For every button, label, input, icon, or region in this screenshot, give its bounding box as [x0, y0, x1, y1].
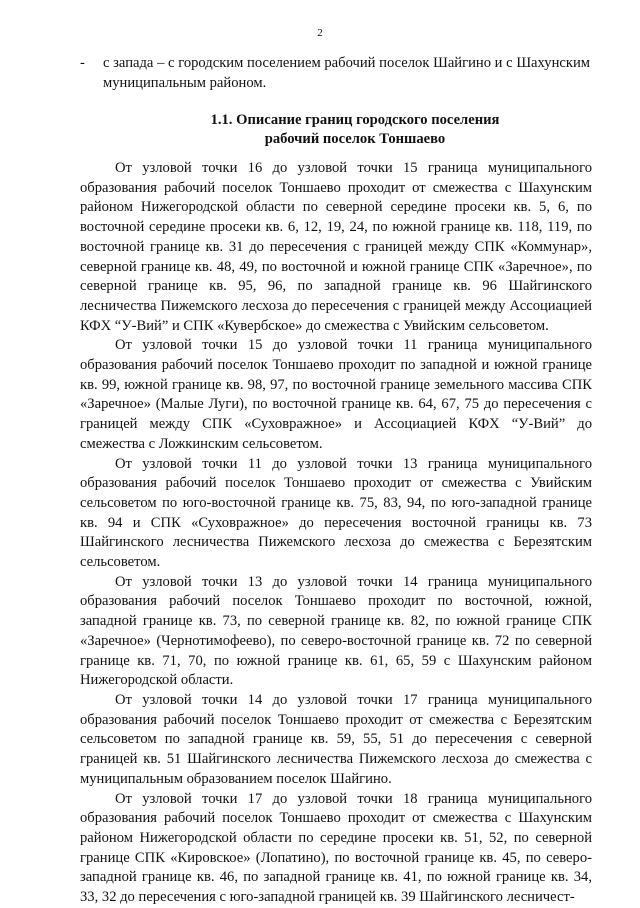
bullet-item: [70, 53, 590, 93]
bullet-dash: -: [80, 55, 85, 71]
paragraph-6: От узловой точки 17 до узловой точки 18 граница муниципального образования рабочий поселок Тоншаево проходит от смежества с Шахунским районом Нижегородской области по середине просеки кв. 51, 52, по северной границе СПК «Кировское» (Лопатино), по восточной границе кв. 45, по северо-западной границе кв. 46, по западной границе кв. 41, по южной границе кв. 34, 33, 32 до пересечения с юго-западной границей кв. 39 Шайгинского лесничест-: [80, 790, 592, 906]
body-text: [80, 159, 592, 908]
paragraph-1: От узловой точки 16 до узловой точки 15 граница муниципального образования рабочий поселок Тоншаево проходит от смежества с Шахунским районом Нижегородской области по северной середине просеки кв. 5, 6, по восточной середине просеки кв. 6, 12, 19, 24, по южной границе кв. 118, 119, по восточной границе кв. 31 до пересечения с границей между СПК «Коммунар», северной границе кв. 48, 49, по восточной и южной границе СПК «Заречное», по северной границе кв. 95, 96, по западной границе кв. 96 Шайгинского лесничества Пижемского лесхоза до пересечения с границей между Ассоциацией КФХ “У-Вий” и СПК «Кувербское» до смежества с Увийским сельсоветом.: [80, 160, 592, 334]
section-heading: [150, 111, 560, 149]
paragraph-5: От узловой точки 14 до узловой точки 17 граница муниципального образования рабочий поселок Тоншаево проходит от смежества с Березятским сельсоветом по западной границе кв. 59, 55, 51 до пересечения с северной границей кв. 51 Шайгинского лесничества Пижемского лесхоза до смежества с муниципальным образованием поселок Шайгино.: [80, 691, 592, 787]
section-heading-line-1: 1.1. Описание границ городского поселения: [210, 112, 500, 128]
bullet-text: с запада – с городским поселением рабочий поселок Шайгино и с Шахунским муниципальным районом.: [103, 55, 590, 91]
section-heading-line-2: рабочий поселок Тоншаево: [264, 131, 446, 147]
paragraph-3: От узловой точки 11 до узловой точки 13 граница муниципального образования рабочий поселок Тоншаево проходит от смежества с Увийским сельсоветом по юго-восточной границе кв. 75, 83, 94, по юго-западной границе кв. 94 и СПК «Суховражное» до пересечения восточной границы кв. 73 Шайгинского лесничества Пижемского лесхоза до смежества с Березятским сельсоветом.: [80, 455, 592, 571]
page-number: 2: [317, 27, 323, 39]
paragraph-2: От узловой точки 15 до узловой точки 11 граница муниципального образования рабочий поселок Тоншаево проходит по западной и южной границе кв. 99, южной границе кв. 98, 97, по восточной границе земельного массива СПК «Заречное» (Малые Луги), по восточной границе кв. 64, 67, 75 до пересечения с границей между СПК «Суховражное» и Ассоциацией КФХ “У-Вий” до смежества с Ложкинским сельсоветом.: [80, 337, 592, 452]
paragraph-4: От узловой точки 13 до узловой точки 14 граница муниципального образования рабочий поселок Тоншаево проходит по восточной, южной, западной границе кв. 73, по северной границе кв. 82, по южной границе СПК «Заречное» (Чернотимофеево), по северо-восточной границе кв. 72 по северной границе кв. 71, 70, по южной границе кв. 61, 65, 59 с Шахунским районом Нижегородской области.: [80, 573, 592, 689]
